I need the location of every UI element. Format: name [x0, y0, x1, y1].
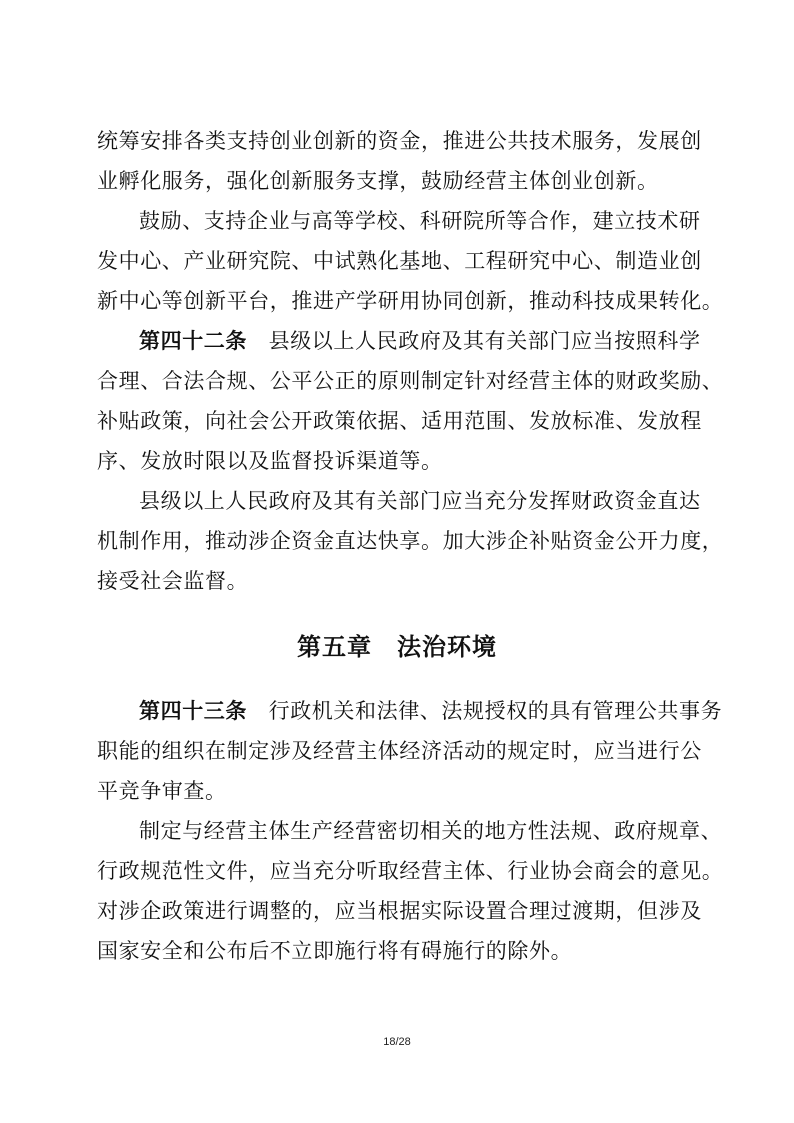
chapter-heading: 第五章 法治环境	[297, 633, 497, 661]
paragraph-line: 对涉企政策进行调整的，应当根据实际设置合理过渡期，但涉及	[97, 899, 702, 923]
paragraph-line: 新中心等创新平台，推进产学研用协同创新，推动科技成果转化。	[97, 289, 724, 313]
paragraph-line: 平竞争审查。	[97, 779, 227, 803]
paragraph-line: 机制作用，推动涉企资金直达快享。加大涉企补贴资金公开力度，	[97, 529, 724, 553]
paragraph-line: 补贴政策，向社会公开政策依据、适用范围、发放标准、发放程	[97, 409, 702, 433]
article-42-text: 县级以上人民政府及其有关部门应当按照科学	[268, 329, 701, 353]
article-43-label: 第四十三条	[139, 698, 247, 723]
paragraph-line: 合理、合法合规、公平公正的原则制定针对经营主体的财政奖励、	[97, 369, 724, 393]
paragraph-line: 国家安全和公布后不立即施行将有碍施行的除外。	[97, 939, 573, 963]
article-43-text: 行政机关和法律、法规授权的具有管理公共事务	[268, 699, 723, 723]
paragraph-line: 鼓励、支持企业与高等学校、科研院所等合作，建立技术研	[139, 209, 701, 233]
document-body	[97, 121, 724, 971]
page-number: 18/28	[383, 1036, 411, 1048]
paragraph-line: 县级以上人民政府及其有关部门应当充分发挥财政资金直达	[139, 489, 701, 513]
paragraph-line: 接受社会监督。	[97, 569, 249, 593]
paragraph-line: 序、发放时限以及监督投诉渠道等。	[97, 449, 443, 473]
article-43-first-line	[97, 691, 723, 731]
paragraph-line: 业孵化服务，强化创新服务支撑，鼓励经营主体创业创新。	[97, 169, 659, 193]
paragraph-line: 行政规范性文件，应当充分听取经营主体、行业协会商会的意见。	[97, 859, 724, 883]
paragraph-line: 职能的组织在制定涉及经营主体经济活动的规定时，应当进行公	[97, 739, 702, 763]
paragraph-line: 统筹安排各类支持创业创新的资金，推进公共技术服务，发展创	[97, 129, 702, 153]
paragraph-line: 制定与经营主体生产经营密切相关的地方性法规、政府规章、	[139, 819, 723, 843]
paragraph-line: 发中心、产业研究院、中试熟化基地、工程研究中心、制造业创	[97, 249, 702, 273]
article-42-label: 第四十二条	[139, 328, 247, 353]
article-42-first-line	[97, 321, 701, 361]
